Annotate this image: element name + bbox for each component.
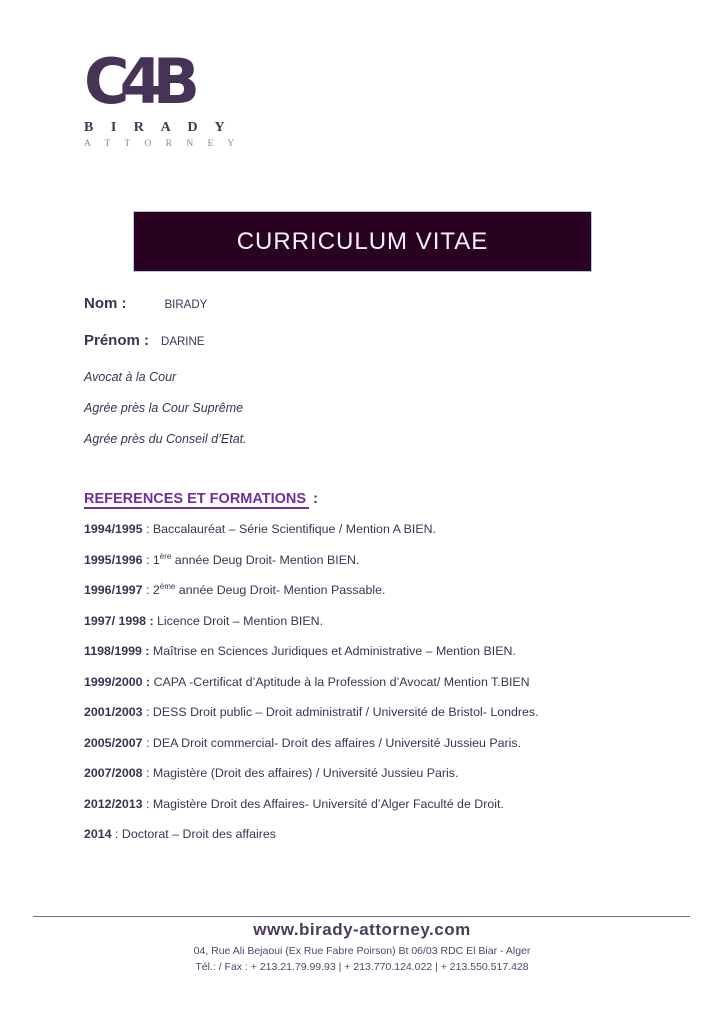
logo-monogram-icon: C4B xyxy=(84,45,191,118)
footer-address: 04, Rue Ali Bejaoui (Ex Rue Fabre Poirson) Bt 06/03 RDC El Biar - Alger xyxy=(193,945,531,957)
logo-company-name: B I R A D Y xyxy=(84,120,232,135)
formation-item: 1996/1997 : 2ème année Deug Droit- Mention Passable. xyxy=(84,581,386,597)
identity-title-line: Agrée près du Conseil d’Etat. xyxy=(84,432,247,446)
firstname-value: DARINE xyxy=(161,336,205,348)
formation-item: 1198/1999 : Maîtrise en Sciences Juridiques et Administrative – Mention BIEN. xyxy=(84,644,516,658)
surname-label: Nom : xyxy=(84,295,127,312)
section-header xyxy=(84,488,654,510)
formation-item: 1994/1995 : Baccalauréat – Série Scientifique / Mention A BIEN. xyxy=(84,522,436,536)
section-title: REFERENCES ET FORMATIONS xyxy=(84,491,309,509)
formation-item: 2014 : Doctorat – Droit des affaires xyxy=(84,827,276,841)
formation-year: 1994/1995 xyxy=(84,522,143,536)
formation-year: 1995/1996 xyxy=(84,552,143,567)
surname-value: BIRADY xyxy=(164,299,208,311)
identity-title-line: Agrée près la Cour Suprême xyxy=(84,401,244,415)
firstname-label: Prénom : xyxy=(84,332,150,349)
formation-item: 2012/2013 : Magistère Droit des Affaires- Université d’Alger Faculté de Droit. xyxy=(84,796,504,811)
formation-year: 2014 xyxy=(84,827,112,841)
formation-item: 2001/2003 : DESS Droit public – Droit administratif / Université de Bristol- Londres. xyxy=(84,705,539,719)
formation-year: 1198/1999 : xyxy=(84,644,150,658)
formation-year: 1997/ 1998 : xyxy=(84,613,154,628)
formation-year: 2001/2003 xyxy=(84,705,143,719)
company-logo xyxy=(84,45,264,149)
formation-year: 1999/2000 : xyxy=(84,674,151,689)
footer-divider xyxy=(33,916,690,917)
page-footer xyxy=(0,908,724,973)
formations-list xyxy=(84,521,654,843)
cv-title-banner xyxy=(133,211,592,272)
identity-titles xyxy=(84,369,654,448)
surname-row xyxy=(84,293,654,316)
formation-item: 2007/2008 : Magistère (Droit des affaires) / Université Jussieu Paris. xyxy=(84,766,459,780)
firstname-row xyxy=(84,330,654,353)
formation-item: 1997/ 1998 : Licence Droit – Mention BIEN. xyxy=(84,613,324,628)
formation-item: 1999/2000 : CAPA -Certificat d’Aptitude à la Profession d’Avocat/ Mention T.BIEN xyxy=(84,674,530,689)
formation-item: 2005/2007 : DEA Droit commercial- Droit des affaires / Université Jussieu Paris. xyxy=(84,735,522,750)
footer-website: www.birady-attorney.com xyxy=(253,920,471,939)
logo-subtitle: A T T O R N E Y xyxy=(84,139,241,149)
formation-year: 1996/1997 xyxy=(84,583,143,597)
footer-phone: Tél.: / Fax : + 213.21.79.99.93 | + 213.770.124.022 | + 213.550.517.428 xyxy=(195,961,529,973)
formation-year: 2005/2007 xyxy=(84,735,143,750)
formation-year: 2012/2013 xyxy=(84,796,143,811)
formation-item: 1995/1996 : 1ère année Deug Droit- Mention BIEN. xyxy=(84,551,360,567)
section-colon: : xyxy=(309,491,318,507)
page-title: CURRICULUM VITAE xyxy=(236,227,489,255)
cv-content xyxy=(84,293,654,857)
formation-year: 2007/2008 xyxy=(84,766,143,780)
identity-title-line: Avocat à la Cour xyxy=(84,370,177,384)
